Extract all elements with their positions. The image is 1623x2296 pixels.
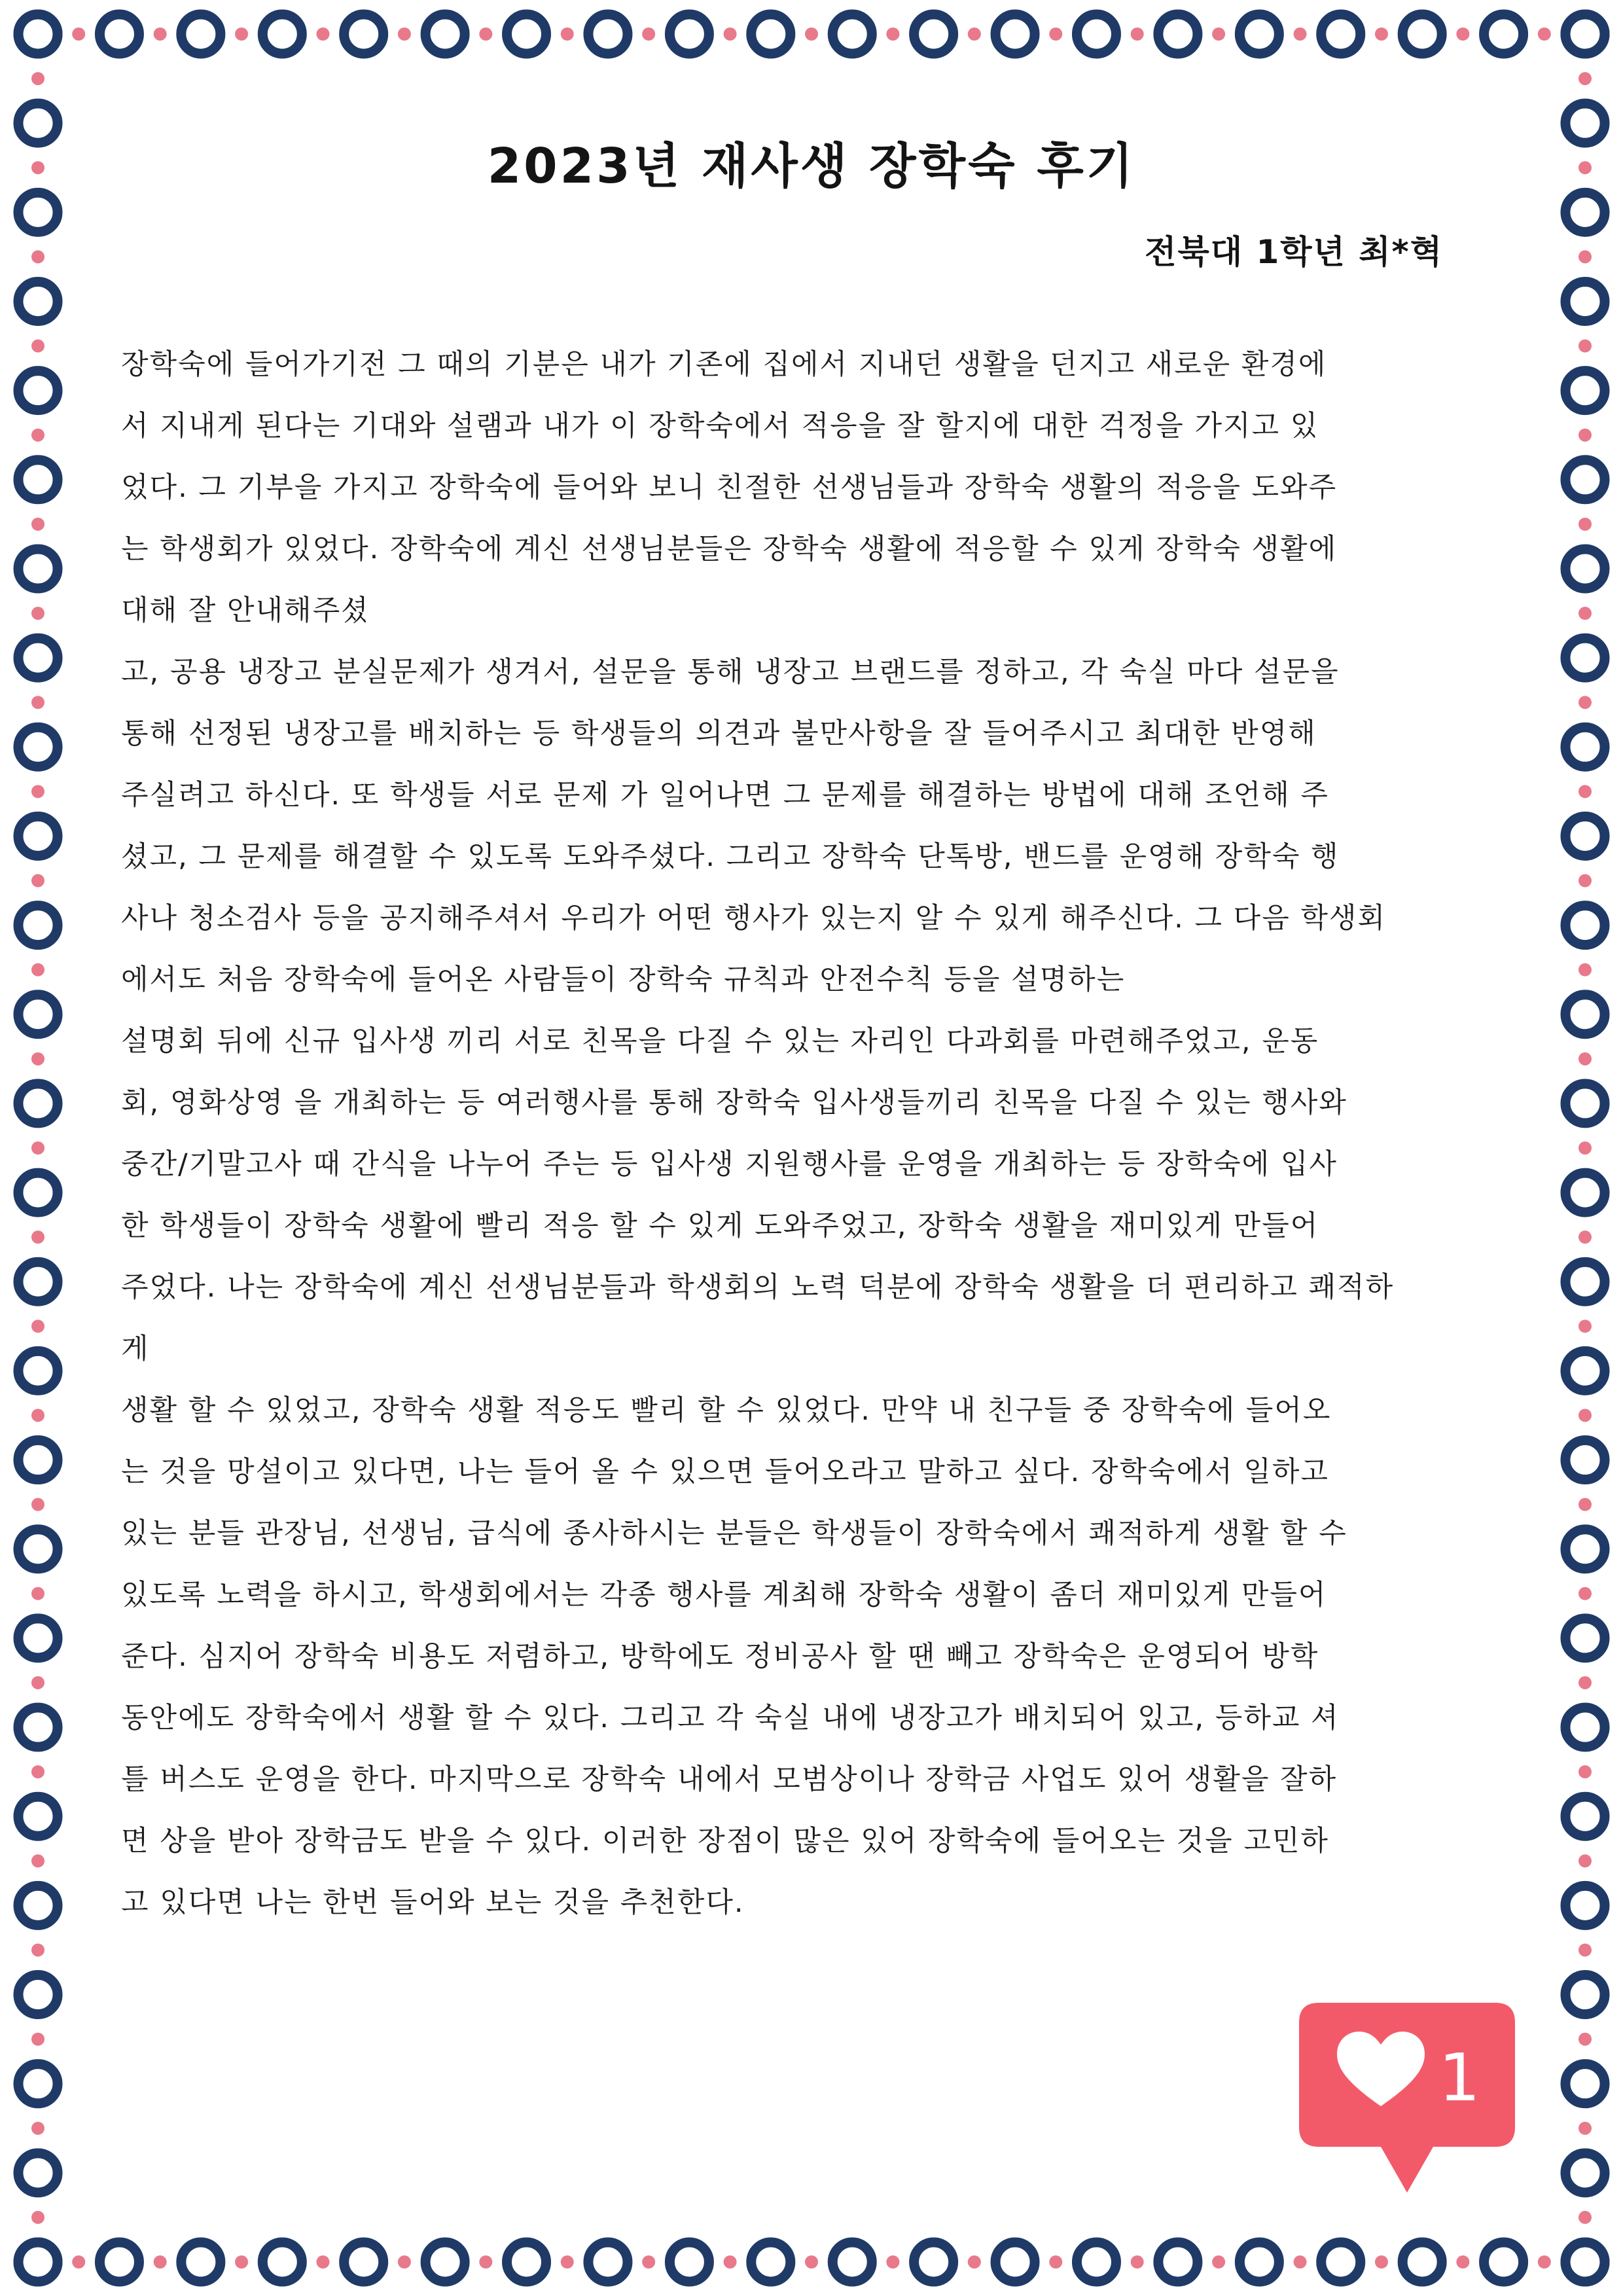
border-dot	[31, 1408, 45, 1422]
border-ring	[1565, 1619, 1605, 1658]
border-ring	[18, 192, 58, 232]
text-line: 중간/기말고사 때 간식을 나누어 주는 등 입사생 지원행사를 운영을 개최하는 등 장학숙에 입사	[121, 1148, 1338, 1181]
text-line: 생활 할 수 있었고, 장학숙 생활 적응도 빨리 할 수 있었다. 만약 내 친구들 중 장학숙에 들어오	[121, 1394, 1332, 1427]
border-dot	[31, 963, 45, 977]
border-ring	[18, 1619, 58, 1658]
text-line: 에서도 처음 장학숙에 들어온 사람들이 장학숙 규칙과 안전수칙 등을 설명하는	[121, 963, 1126, 996]
border-dot	[1578, 250, 1592, 263]
border-ring	[1402, 2242, 1442, 2282]
border-ring	[18, 1084, 58, 1123]
border-dot	[968, 2255, 981, 2269]
text-line: 설명회 뒤에 신규 입사생 끼리 서로 친목을 다질 수 있는 자리인 다과회를 마련해주었고, 운동	[121, 1025, 1319, 1058]
border-ring	[1565, 549, 1605, 588]
border-ring	[1565, 1975, 1605, 2015]
border-dot	[72, 27, 85, 41]
border-ring	[18, 906, 58, 945]
text-line: 서 지내게 된다는 기대와 설램과 내가 이 장학숙에서 적응을 잘 할지에 대한 걱정을 가지고 있	[121, 410, 1319, 442]
border-dot	[1212, 27, 1225, 41]
border-dot	[31, 2122, 45, 2135]
border-dot	[31, 1498, 45, 1511]
border-dot	[1578, 874, 1592, 888]
border-ring	[751, 14, 791, 54]
border-ring	[1565, 906, 1605, 945]
text-line: 고 있다면 나는 한번 들어와 보는 것을 추천한다.	[121, 1886, 745, 1919]
border-dot	[1538, 2255, 1551, 2269]
border-dot	[1294, 27, 1307, 41]
border-ring	[18, 14, 58, 54]
border-ring	[1565, 281, 1605, 321]
author-line: 전북대 1학년 최*혁	[1145, 233, 1443, 271]
border-dot	[31, 518, 45, 531]
border-ring	[18, 638, 58, 677]
border-ring	[99, 14, 139, 54]
text-line: 사나 청소검사 등을 공지해주셔서 우리가 어떤 행사가 있는지 알 수 있게 해주신다. 그 다음 학생회	[121, 902, 1387, 935]
border-ring	[1565, 371, 1605, 410]
border-ring	[181, 2242, 221, 2282]
border-ring	[1565, 1797, 1605, 1836]
border-dot	[479, 2255, 492, 2269]
review-body	[121, 334, 1522, 1933]
border-ring	[18, 1708, 58, 1747]
border-dot	[31, 429, 45, 442]
text-line: 있는 분들 관장님, 선생님, 급식에 종사하시는 분들은 학생들이 장학숙에서 쾌적하게 생활 할 수	[121, 1517, 1347, 1550]
border-dot	[561, 27, 574, 41]
border-dot	[1578, 1676, 1592, 1689]
text-line: 장학숙에 들어가기전 그 때의 기분은 내가 기존에 집에서 지내던 생활을 던지고 새로운 환경에	[121, 348, 1327, 381]
like-count: 1	[1438, 2039, 1480, 2116]
border-ring	[914, 14, 954, 54]
text-line: 통해 선정된 냉장고를 배치하는 등 학생들의 의견과 불만사항을 잘 들어주시고 최대한 반영해	[121, 717, 1317, 750]
border-ring	[1565, 1173, 1605, 1212]
border-dot	[31, 72, 45, 85]
border-dot	[1578, 429, 1592, 442]
border-ring	[507, 14, 546, 54]
border-ring	[1565, 14, 1605, 54]
border-ring	[1484, 14, 1524, 54]
border-dot	[31, 2033, 45, 2046]
border-ring	[1402, 14, 1442, 54]
border-dot	[1578, 785, 1592, 798]
border-dot	[31, 1319, 45, 1333]
border-ring	[1565, 192, 1605, 232]
border-ring	[1565, 2242, 1605, 2282]
border-ring	[18, 371, 58, 410]
border-ring	[18, 1173, 58, 1212]
border-dot	[154, 2255, 167, 2269]
border-dot	[1578, 72, 1592, 85]
border-dot	[1131, 27, 1144, 41]
border-ring	[751, 2242, 791, 2282]
text-line: 는 것을 망설이고 있다면, 나는 들어 올 수 있으면 들어오라고 말하고 싶다. 장학숙에서 일하고	[121, 1456, 1329, 1488]
border-dot	[1578, 1498, 1592, 1511]
border-dot	[1131, 2255, 1144, 2269]
border-dot	[561, 2255, 574, 2269]
border-dot	[805, 2255, 818, 2269]
border-ring	[1565, 1084, 1605, 1123]
border-dot	[1578, 2033, 1592, 2046]
border-dot	[31, 1141, 45, 1155]
text-line: 한 학생들이 장학숙 생활에 빨리 적응 할 수 있게 도와주었고, 장학숙 생활을 재미있게 만들어	[121, 1210, 1319, 1242]
border-dot	[1578, 1765, 1592, 1778]
border-ring	[181, 14, 221, 54]
text-line: 있도록 노력을 하시고, 학생회에서는 각종 행사를 계최해 장학숙 생활이 좀더 재미있게 만들어	[121, 1579, 1327, 1611]
border-ring	[914, 2242, 954, 2282]
text-line: 주실려고 하신다. 또 학생들 서로 문제 가 일어나면 그 문제를 해결하는 방법에 대해 조언해 주	[121, 779, 1329, 812]
border-ring	[1565, 1262, 1605, 1301]
border-ring	[1565, 1886, 1605, 1925]
border-ring	[18, 1351, 58, 1390]
border-dot	[31, 2211, 45, 2224]
text-line: 주었다. 나는 장학숙에 계신 선생님분들과 학생회의 노력 덕분에 장학숙 생활을 더 편리하고 쾌적하	[121, 1271, 1395, 1304]
border-ring	[1565, 2064, 1605, 2104]
border-dot	[479, 27, 492, 41]
border-dot	[1456, 2255, 1469, 2269]
border-ring	[1565, 1530, 1605, 1569]
border-ring	[588, 2242, 628, 2282]
border-ring	[344, 2242, 383, 2282]
border-ring	[669, 2242, 709, 2282]
border-ring	[507, 2242, 546, 2282]
border-dot	[1538, 27, 1551, 41]
border-ring	[1158, 14, 1198, 54]
border-dot	[1578, 1408, 1592, 1422]
border-dot	[1578, 1587, 1592, 1600]
border-ring	[1565, 1351, 1605, 1390]
border-dot	[1578, 1854, 1592, 1867]
border-ring	[18, 460, 58, 499]
text-line: 셨고, 그 문제를 해결할 수 있도록 도와주셨다. 그리고 장학숙 단톡방, 밴드를 운영해 장학숙 행	[121, 840, 1340, 873]
border-dot	[72, 2255, 85, 2269]
border-ring	[1240, 14, 1279, 54]
border-dot	[1212, 2255, 1225, 2269]
border-dot	[31, 1943, 45, 1956]
border-dot	[398, 27, 411, 41]
border-ring	[1321, 2242, 1361, 2282]
border-dot	[31, 1676, 45, 1689]
border-ring	[1565, 1708, 1605, 1747]
border-dot	[235, 2255, 248, 2269]
border-ring	[18, 1262, 58, 1301]
border-dot	[1578, 1052, 1592, 1066]
border-ring	[832, 14, 872, 54]
border-dot	[724, 2255, 737, 2269]
border-dot	[316, 2255, 329, 2269]
border-ring	[425, 2242, 465, 2282]
border-dot	[886, 2255, 899, 2269]
border-dot	[31, 874, 45, 888]
border-dot	[642, 27, 655, 41]
border-ring	[588, 14, 628, 54]
border-ring	[18, 995, 58, 1034]
border-ring	[425, 14, 465, 54]
border-dot	[1375, 27, 1388, 41]
border-dot	[805, 27, 818, 41]
border-ring	[832, 2242, 872, 2282]
border-dot	[398, 2255, 411, 2269]
border-ring	[18, 549, 58, 588]
border-dot	[31, 1587, 45, 1600]
border-dot	[1578, 518, 1592, 531]
border-dot	[316, 27, 329, 41]
border-ring	[1240, 2242, 1279, 2282]
border-dot	[31, 607, 45, 620]
text-line: 는 학생회가 있었다. 장학숙에 계신 선생님분들은 장학숙 생활에 적응할 수 있게 장학숙 생활에	[121, 533, 1338, 565]
border-dot	[1578, 1943, 1592, 1956]
text-line: 동안에도 장학숙에서 생활 할 수 있다. 그리고 각 숙실 내에 냉장고가 배치되어 있고, 등하교 셔	[121, 1702, 1340, 1734]
border-ring	[1565, 638, 1605, 677]
border-dot	[1578, 1141, 1592, 1155]
text-line: 틀 버스도 운영을 한다. 마지막으로 장학숙 내에서 모범상이나 장학금 사업도 있어 생활을 잘하	[121, 1763, 1338, 1796]
border-dot	[1578, 963, 1592, 977]
text-line: 회, 영화상영 을 개최하는 등 여러행사를 통해 장학숙 입사생들끼리 친목을 다질 수 있는 행사와	[121, 1086, 1347, 1119]
border-ring	[18, 281, 58, 321]
border-dot	[31, 1230, 45, 1244]
border-dot	[1578, 2122, 1592, 2135]
border-dot	[31, 340, 45, 353]
border-dot	[1578, 1230, 1592, 1244]
border-ring	[1565, 1441, 1605, 1480]
border-ring	[1158, 2242, 1198, 2282]
text-line: 고, 공용 냉장고 분실문제가 생겨서, 설문을 통해 냉장고 브랜드를 정하고, 각 숙실 마다 설문을	[121, 656, 1340, 689]
border-dot	[1049, 2255, 1062, 2269]
border-ring	[18, 2064, 58, 2104]
border-ring	[995, 14, 1035, 54]
border-ring	[1565, 995, 1605, 1034]
border-ring	[1321, 14, 1361, 54]
border-ring	[18, 2153, 58, 2193]
border-ring	[1484, 2242, 1524, 2282]
border-ring	[669, 14, 709, 54]
border-ring	[262, 14, 302, 54]
border-dot	[1294, 2255, 1307, 2269]
border-dot	[1375, 2255, 1388, 2269]
border-ring	[18, 1441, 58, 1480]
text-line: 대해 잘 안내해주셨	[121, 594, 370, 627]
border-dot	[235, 27, 248, 41]
border-ring	[262, 2242, 302, 2282]
border-dot	[31, 250, 45, 263]
border-dot	[968, 27, 981, 41]
border-ring	[1565, 2153, 1605, 2193]
border-dot	[1578, 696, 1592, 709]
border-ring	[1077, 2242, 1116, 2282]
border-dot	[1578, 607, 1592, 620]
border-dot	[31, 696, 45, 709]
border-dot	[886, 27, 899, 41]
border-ring	[18, 727, 58, 766]
border-ring	[344, 14, 383, 54]
border-ring	[18, 1886, 58, 1925]
text-line: 면 상을 받아 장학금도 받을 수 있다. 이러한 장점이 많은 있어 장학숙에 들어오는 것을 고민하	[121, 1825, 1329, 1857]
border-dot	[1578, 1319, 1592, 1333]
text-line: 게	[121, 1333, 150, 1365]
border-dot	[154, 27, 167, 41]
border-ring	[18, 1975, 58, 2015]
border-ring	[99, 2242, 139, 2282]
border-ring	[18, 2242, 58, 2282]
border-ring	[18, 1530, 58, 1569]
border-dot	[642, 2255, 655, 2269]
border-dot	[1578, 340, 1592, 353]
text-line: 준다. 심지어 장학숙 비용도 저렴하고, 방학에도 정비공사 할 땐 빼고 장학숙은 운영되어 방학	[121, 1640, 1319, 1673]
border-ring	[1565, 460, 1605, 499]
border-ring	[1565, 816, 1605, 855]
border-ring	[18, 1797, 58, 1836]
border-ring	[1077, 14, 1116, 54]
border-ring	[995, 2242, 1035, 2282]
border-dot	[1456, 27, 1469, 41]
document-title: 2023년 재사생 장학숙 후기	[487, 138, 1136, 194]
text-line: 었다. 그 기부을 가지고 장학숙에 들어와 보니 친절한 선생님들과 장학숙 생활의 적응을 도와주	[121, 471, 1338, 504]
border-dot	[31, 1765, 45, 1778]
border-dot	[31, 1052, 45, 1066]
border-dot	[1578, 2211, 1592, 2224]
border-dot	[724, 27, 737, 41]
border-dot	[1049, 27, 1062, 41]
border-ring	[18, 816, 58, 855]
border-dot	[31, 1854, 45, 1867]
border-dot	[31, 785, 45, 798]
border-ring	[1565, 727, 1605, 766]
